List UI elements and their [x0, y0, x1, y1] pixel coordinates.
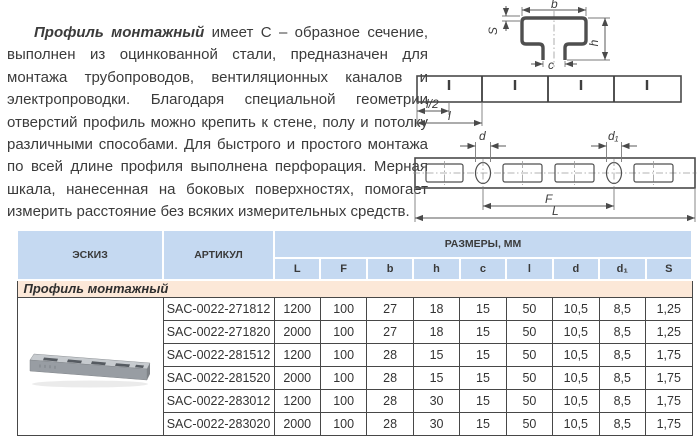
col-header-S: S — [646, 258, 693, 280]
dim-label-l-total: L — [552, 204, 559, 218]
value-cell: 1,75 — [646, 343, 693, 366]
value-cell: 10,5 — [553, 320, 599, 343]
value-cell: 50 — [506, 343, 552, 366]
value-cell: 28 — [367, 366, 413, 389]
dim-label-h: h — [587, 39, 601, 47]
col-header-b: b — [367, 258, 413, 280]
value-cell: 50 — [506, 412, 552, 435]
value-cell: 10,5 — [553, 389, 599, 412]
value-cell: 18 — [413, 297, 459, 320]
dim-label-d1: d₁ — [608, 129, 619, 143]
value-cell: 100 — [320, 366, 366, 389]
value-cell: 100 — [320, 412, 366, 435]
col-header-d1: d₁ — [599, 258, 645, 280]
col-header-L: L — [274, 258, 320, 280]
value-cell: 15 — [460, 343, 506, 366]
value-cell: 8,5 — [599, 297, 645, 320]
value-cell: 100 — [320, 320, 366, 343]
dim-label-half-pitch: l/2 — [426, 97, 439, 111]
article-cell: SAC-0022-271820 — [163, 320, 274, 343]
value-cell: 8,5 — [599, 366, 645, 389]
value-cell: 50 — [506, 320, 552, 343]
value-cell: 28 — [367, 389, 413, 412]
value-cell: 10,5 — [553, 343, 599, 366]
value-cell: 1,75 — [646, 389, 693, 412]
value-cell: 15 — [413, 343, 459, 366]
dim-label-f: F — [545, 192, 553, 206]
value-cell: 8,5 — [599, 412, 645, 435]
dim-label-pitch: l — [448, 109, 451, 123]
value-cell: 18 — [413, 320, 459, 343]
value-cell: 50 — [506, 389, 552, 412]
value-cell: 2000 — [274, 412, 320, 435]
value-cell: 27 — [367, 320, 413, 343]
value-cell: 100 — [320, 389, 366, 412]
value-cell: 2000 — [274, 320, 320, 343]
value-cell: 8,5 — [599, 343, 645, 366]
article-cell: SAC-0022-281512 — [163, 343, 274, 366]
value-cell: 1200 — [274, 343, 320, 366]
product-description-body: имеет С – образное сечение, выполнен из оцинкованной стали, предназначен для монтажа трубопроводов, вентиляционных каналов и электропроводки. Благодаря специальной геометрии отверстий профиль можно крепить к стене, полу и потолку различными способами. Для быстрого и простого монтажа по всей длине профиля выполнена перфорация. Мерная шкала, нанесенная на боковых поверхностях, помогает измерить расстояние без всяких измерительных средств. — [7, 24, 429, 221]
value-cell: 28 — [367, 343, 413, 366]
value-cell: 10,5 — [553, 412, 599, 435]
product-sketch-cell — [17, 297, 163, 435]
top-view-diagram — [416, 70, 688, 130]
value-cell: 10,5 — [553, 366, 599, 389]
spec-table — [16, 229, 693, 436]
value-cell: 15 — [460, 297, 506, 320]
value-cell: 1,75 — [646, 412, 693, 435]
value-cell: 1200 — [274, 297, 320, 320]
value-cell: 30 — [413, 389, 459, 412]
dim-label-b: b — [551, 0, 558, 11]
article-cell: SAC-0022-283012 — [163, 389, 274, 412]
col-header-h: h — [413, 258, 459, 280]
article-cell: SAC-0022-271812 — [163, 297, 274, 320]
table-row — [17, 297, 692, 320]
dim-label-c: c — [548, 58, 554, 72]
value-cell: 50 — [506, 297, 552, 320]
value-cell: 1,25 — [646, 297, 693, 320]
value-cell: 15 — [460, 366, 506, 389]
product-description — [7, 22, 428, 224]
value-cell: 100 — [320, 343, 366, 366]
value-cell: 28 — [367, 412, 413, 435]
value-cell: 15 — [460, 412, 506, 435]
article-cell: SAC-0022-283020 — [163, 412, 274, 435]
product-sketch-image — [24, 337, 156, 393]
dim-label-d: d — [479, 129, 486, 143]
cross-section-diagram — [486, 2, 632, 70]
value-cell: 15 — [460, 320, 506, 343]
value-cell: 100 — [320, 297, 366, 320]
col-header-l: l — [506, 258, 552, 280]
value-cell: 27 — [367, 297, 413, 320]
col-header-d: d — [553, 258, 599, 280]
value-cell: 2000 — [274, 366, 320, 389]
value-cell: 8,5 — [599, 320, 645, 343]
col-header-sketch: ЭСКИЗ — [17, 230, 163, 280]
profile-bar-outline — [417, 76, 681, 102]
col-header-dimensions-group: РАЗМЕРЫ, ММ — [274, 230, 692, 258]
value-cell: 1,75 — [646, 366, 693, 389]
col-header-F: F — [320, 258, 366, 280]
article-cell: SAC-0022-281520 — [163, 366, 274, 389]
section-title: Профиль монтажный — [17, 280, 692, 297]
value-cell: 15 — [413, 366, 459, 389]
value-cell: 8,5 — [599, 389, 645, 412]
value-cell: 1,25 — [646, 320, 693, 343]
col-header-article: АРТИКУЛ — [163, 230, 274, 280]
dim-label-s: S — [486, 26, 500, 36]
col-header-c: c — [460, 258, 506, 280]
value-cell: 50 — [506, 366, 552, 389]
side-view-diagram — [413, 129, 700, 223]
value-cell: 30 — [413, 412, 459, 435]
value-cell: 10,5 — [553, 297, 599, 320]
product-name-lead: Профиль монтажный — [34, 24, 205, 41]
value-cell: 15 — [460, 389, 506, 412]
value-cell: 1200 — [274, 389, 320, 412]
